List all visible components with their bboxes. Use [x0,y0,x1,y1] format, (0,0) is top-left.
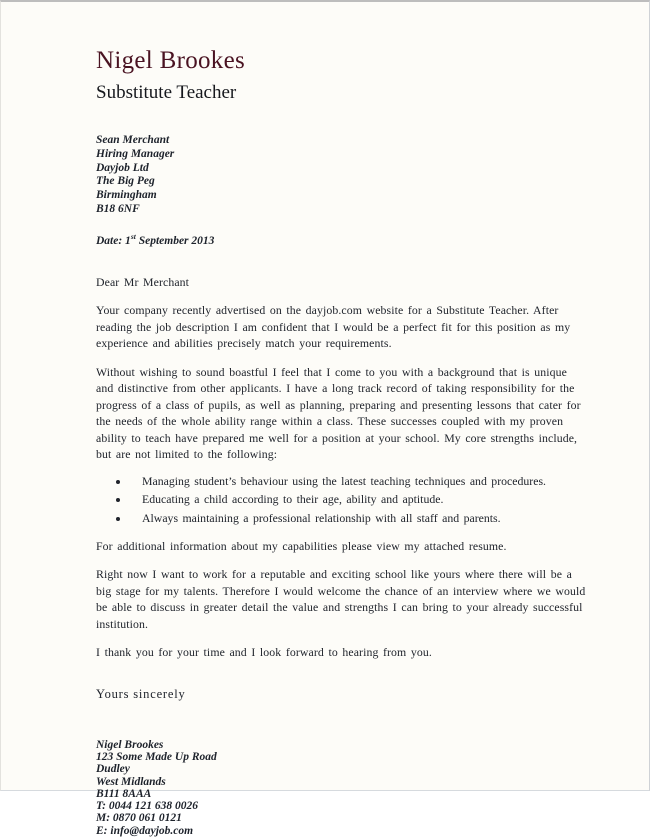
recipient-city: Birmingham [96,189,157,202]
sender-street: 123 Some Made Up Road [96,750,217,763]
recipient-postcode: B18 6NF [96,202,140,215]
date-ordinal: st [130,231,136,241]
sender-mobile: M: 0870 061 0121 [96,812,182,825]
sender-name: Nigel Brookes [96,738,164,751]
body-paragraph-intro: Your company recently advertised on the dayjob.com website for a Substitute Teacher. After reading the job description I am confident that I would be a perfect fit for this position as my experience and abilities precisely match your requirements. [96,303,571,351]
recipient-company: Dayjob Ltd [96,161,149,174]
sender-postcode: B111 8AAA [96,787,152,800]
recipient-title: Hiring Manager [96,147,175,160]
body-paragraph-resume: For additional information about my capabilities please view my attached resume. [96,538,507,553]
body-paragraph-background: Without wishing to sound boastful I feel that I come to you with a background that is unique and distinctive from other applicants. I have a long track record of taking responsibility for the progress of a class of pupils, as well as planning, preparing and presenting lessons that cater for the needs of the whole ability range within a class. These successes coupled with my proven ability to teach have prepared me well for a position at your school. My core strengths include, but are not limited to the following: [96,364,581,462]
sender-name-heading: Nigel Brookes [96,47,246,74]
recipient-street: The Big Peg [96,175,155,188]
sender-email: E: info@dayjob.com [96,824,194,837]
job-title-subheading: Substitute Teacher [96,82,237,103]
recipient-name: Sean Merchant [96,134,170,146]
strengths-list [96,473,566,526]
salutation: Dear Mr Merchant [96,274,190,289]
sender-signature-block [96,739,591,837]
list-item-educating: • Educating a child according to their age, ability and aptitude. [130,491,566,507]
list-item-behaviour: • Managing student’s behaviour using the latest teaching techniques and procedures. [130,473,566,489]
body-paragraph-thanks: I thank you for your time and I look forward to hearing from you. [96,645,432,660]
valediction: Yours sincerely [96,686,186,701]
sender-telephone: T: 0044 121 638 0026 [96,800,199,813]
recipient-address [96,134,591,217]
letter-header [96,46,591,104]
body-paragraph-interview: Right now I want to work for a reputable and exciting school like yours where there will be a big stage for my talents. Therefore I would welcome the chance of an interview where we would be able to discuss in greater detail the value and strengths I can bring to your already successful institution. [96,567,586,631]
sender-town: Dudley [96,763,130,776]
date-prefix: Date: 1 [96,234,131,247]
list-item-relationship: • Always maintaining a professional relationship with all staff and parents. [130,510,566,526]
date-line [96,232,591,247]
date-rest: September 2013 [135,234,215,247]
sender-county: West Midlands [96,775,166,788]
